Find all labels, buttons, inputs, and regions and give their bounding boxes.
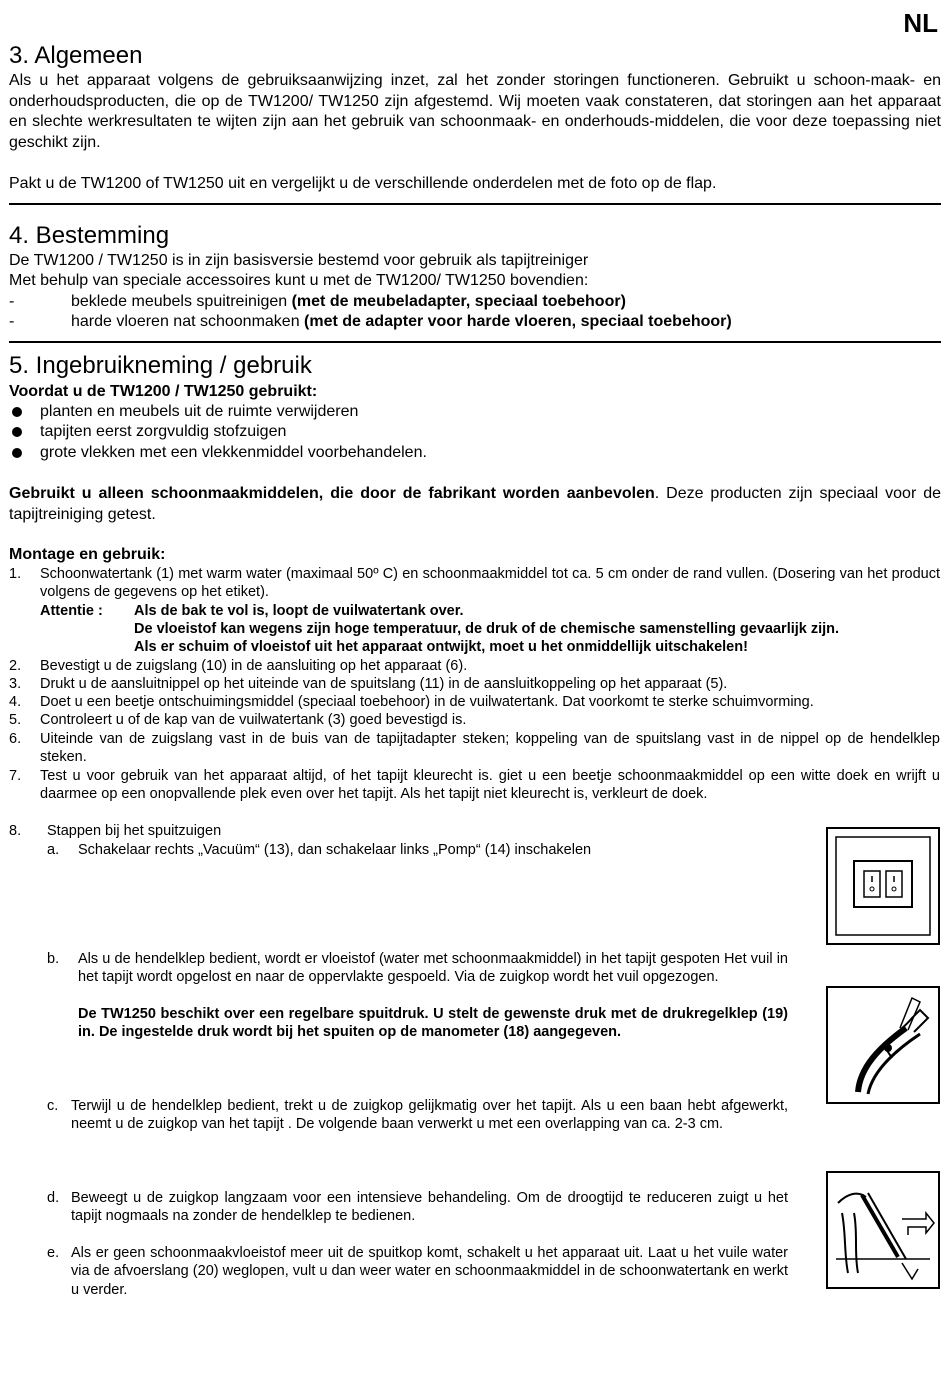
step-number: 4.	[9, 694, 22, 710]
substep-text: Terwijl u de hendelklep bedient, trekt u de zuigkop gelijkmatig over het tapijt. Als u een baan hebt afgewerkt, neemt u de zuigkop van het tapijt . De volgende baan verwerkt u met een overlapping van ca. 2-3 cm.	[71, 1098, 788, 1133]
step-text: Doet u een beetje ontschuimingsmiddel (speciaal toebehoor) in de vuilwatertank. Dat voorkomt te sterke schuimvorming.	[40, 694, 814, 710]
step-text: Controleert u of de kap van de vuilwatertank (3) goed bevestigd is.	[40, 712, 467, 728]
attentie-line: Als er schuim of vloeistof uit het apparaat ontwijkt, moet u het onmiddellijk uitschakelen!	[134, 639, 748, 655]
substep-letter: c.	[47, 1098, 59, 1114]
cleaning-motion-illustration	[826, 1171, 940, 1289]
step-number: 3.	[9, 676, 22, 692]
section-4-title: 4. Bestemming	[9, 222, 170, 249]
bullet-icon	[12, 448, 22, 458]
person-cleaning-icon	[828, 1173, 938, 1287]
step-number: 6.	[9, 731, 22, 747]
list-item: - beklede meubels spuitreinigen (met de meubeladapter, speciaal toebehoor)	[9, 293, 626, 310]
attentie-label: Attentie :	[40, 603, 103, 619]
step-text: Stappen bij het spuitzuigen	[47, 823, 222, 839]
recommendation-paragraph: Gebruikt u alleen schoonmaakmiddelen, die door de fabrikant worden aanbevolen. Deze producten zijn speciaal voor de tapijtreiniging getest.	[9, 485, 942, 523]
substep-text: Schakelaar rechts „Vacuüm“ (13), dan schakelaar links „Pomp“ (14) inschakelen	[78, 842, 592, 858]
spray-handle-illustration	[826, 986, 940, 1104]
substep-letter: a.	[47, 842, 60, 858]
step-number: 1.	[9, 566, 22, 582]
section-3-paragraph: Als u het apparaat volgens de gebruiksaanwijzing inzet, zal het zonder storingen functioneren. Gebruikt u schoon-maak- en onderhoudsproducten, die op de TW1200/ TW1250 zijn afgestemd. Wij moeten vaak constateren, dat storingen aan het apparaat en slechte werkresultaten te wijten zijn aan het gebruik van schoonmaak- en onderhouds-middelen, die voor deze toepassing niet geschikt zijn.	[9, 72, 941, 151]
substep-text: Als er geen schoonmaakvloeistof meer uit de spuitkop komt, schakelt u het apparaat uit. Laat u het vuile water via de afvoerslang (20) weglopen, vult u dan weer water en schoonmaakmiddel in de schoonwatertank en werkt u verder.	[71, 1245, 788, 1298]
section-3-unpack: Pakt u de TW1200 of TW1250 uit en vergelijkt u de verschillende onderdelen met de foto op de flap.	[9, 175, 717, 192]
step-text: Drukt u de aansluitnippel op het uiteinde van de spuitslang (11) in de aansluitkoppeling op het apparaat (5).	[40, 676, 728, 692]
section-4-line1: De TW1200 / TW1250 is in zijn basisversie bestemd voor gebruik als tapijtreiniger	[9, 252, 589, 269]
attentie-line: De vloeistof kan wegens zijn hoge temperatuur, de druk of de chemische samenstelling gevaarlijk zijn.	[134, 621, 840, 637]
divider	[9, 203, 941, 205]
switch-panel-illustration	[826, 827, 940, 945]
attentie-line: Als de bak te vol is, loopt de vuilwatertank over.	[134, 603, 464, 619]
before-use-heading: Voordat u de TW1200 / TW1250 gebruikt:	[9, 383, 318, 400]
hand-trigger-icon	[828, 988, 938, 1102]
divider	[9, 341, 941, 343]
substep-text: Beweegt u de zuigkop langzaam voor een intensieve behandeling. Om de droogtijd te reduceren zuigt u het tapijt nogmaals na zonder de hendelklep te bedienen.	[71, 1190, 788, 1225]
step-number: 5.	[9, 712, 22, 728]
step-1-text: Schoonwatertank (1) met warm water (maximaal 50º C) en schoonmaakmiddel tot ca. 5 cm onder de rand vullen. (Dosering van het product volgens de gegevens op het etiket).	[40, 566, 940, 601]
substep-letter: d.	[47, 1190, 60, 1206]
list-item: - harde vloeren nat schoonmaken (met de adapter voor harde vloeren, speciaal toebehoor)	[9, 313, 732, 330]
section-3-title: 3. Algemeen	[9, 42, 143, 69]
step-text: Uiteinde van de zuigslang vast in de buis van de tapijtadapter steken; koppeling van de spuitslang vast in de nippel op de hendelklep steken.	[40, 731, 940, 766]
section-4-line2: Met behulp van speciale accessoires kunt u met de TW1200/ TW1250 bovendien:	[9, 272, 589, 289]
step-number: 2.	[9, 658, 22, 674]
bullet-icon	[12, 407, 22, 417]
step-text: Bevestigt u de zuigslang (10) in de aansluiting op het apparaat (6).	[40, 658, 468, 674]
switch-icon	[828, 829, 938, 943]
montage-heading: Montage en gebruik:	[9, 546, 166, 563]
substep-text: Als u de hendelklep bedient, wordt er vloeistof (water met schoonmaakmiddel) in het tapijt gespoten Het vuil in het tapijt wordt opgelost en naar de oppervlakte gespoeld. Via de zuigkop wordt het vuil opgezogen.	[78, 951, 788, 986]
list-item: grote vlekken met een vlekkenmiddel voorbehandelen.	[9, 443, 427, 464]
step-text: Test u voor gebruik van het apparaat altijd, of het tapijt kleurecht is. giet u een beetje schoonmaakmiddel op een witte doek en wrijft u daarmee op een onopvallende plek even over het tapijt. Als het tapijt niet kleurecht is, verkleurt de doek.	[40, 768, 940, 803]
language-label: NL	[903, 8, 938, 38]
substep-letter: e.	[47, 1245, 60, 1261]
bullet-icon	[12, 427, 22, 437]
list-item: tapijten eerst zorgvuldig stofzuigen	[9, 422, 286, 443]
list-item: planten en meubels uit de ruimte verwijderen	[9, 402, 358, 423]
step-number: 8.	[9, 823, 22, 839]
substep-bold-text: De TW1250 beschikt over een regelbare spuitdruk. U stelt de gewenste druk met de drukregelklep (19) in. De ingestelde druk wordt bij het spuiten op de manometer (18) aangegeven.	[78, 1006, 788, 1041]
substep-letter: b.	[47, 951, 60, 967]
step-number: 7.	[9, 768, 22, 784]
section-5-title: 5. Ingebruikneming / gebruik	[9, 352, 312, 379]
